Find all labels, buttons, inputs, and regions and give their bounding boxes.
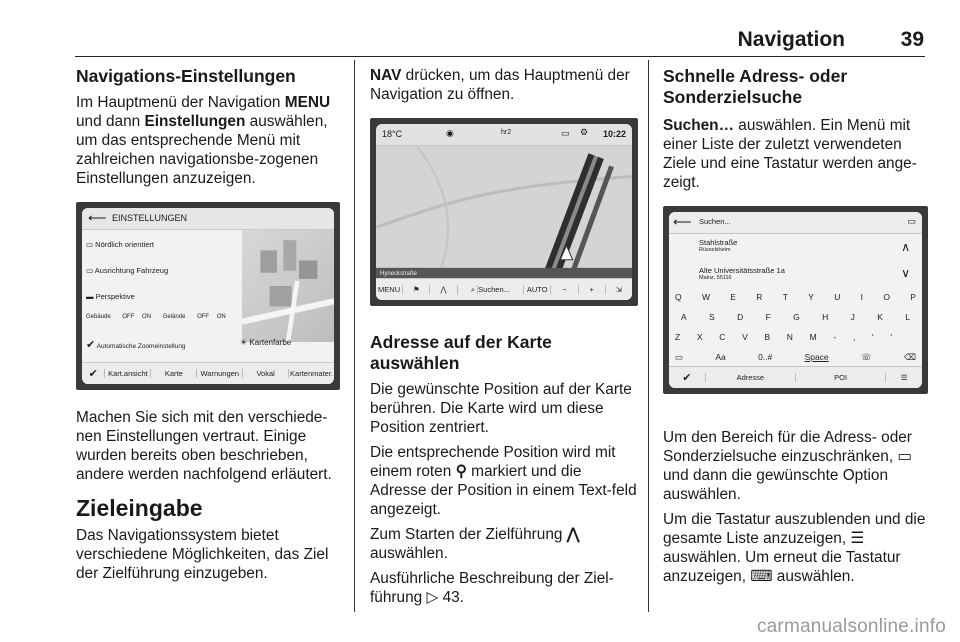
checkmark-icon[interactable]: ✔ (88, 368, 98, 380)
auto-zoom-option[interactable]: ✔ Automatische Zoomeinstellung (86, 339, 186, 351)
numbers-key[interactable]: 0..# (758, 352, 773, 362)
section-heading-zieleingabe: Zieleingabe (76, 495, 203, 521)
chevron-up-icon[interactable]: ∧ (901, 240, 910, 254)
setting-row-heading[interactable]: ▭ Ausrichtung Fahrzeug (86, 266, 169, 275)
quick-search-paragraph: Suchen… auswählen. Ein Menü mit einer Liste der zuletzt verwendeten Ziele und eine Tastatur werden ange-zeigt. (663, 117, 917, 191)
column-3 (663, 66, 928, 592)
search-tabbar (669, 366, 922, 388)
map-bottombar (376, 278, 632, 300)
search-topbar (669, 212, 922, 234)
tab-kartansicht[interactable]: Kart.ansicht (104, 369, 150, 378)
result-alte-universitaetsstrasse[interactable]: Alte Universitätsstraße 1a Mainz, 55116 (699, 266, 785, 281)
map-color-option[interactable]: ☀ Kartenfarbe (240, 338, 292, 347)
key-e[interactable]: E (730, 292, 736, 302)
section-heading-quick-search: Schnelle Adress- oder Sonderzielsuche (663, 66, 848, 107)
page-header (0, 0, 960, 52)
key-f[interactable]: F (765, 312, 771, 322)
column-1 (76, 66, 340, 589)
filter-icon[interactable]: ▭ (907, 216, 916, 226)
key-x[interactable]: X (696, 332, 703, 342)
map-area[interactable] (376, 146, 632, 278)
tab-poi[interactable]: POI (795, 373, 885, 382)
page-number: 39 (900, 28, 924, 51)
marker-paragraph: Die entsprechende Position wird mit einem roten ⚲ markiert und die Adresse der Position in einem Text-feld angezeigt. (370, 444, 637, 518)
keyboard-row-1 (675, 292, 916, 302)
detail-reference-paragraph: Ausführliche Beschreibung der Ziel-führung ▷ 43. (370, 570, 614, 606)
tab-adresse[interactable]: Adresse (705, 373, 795, 382)
key-z[interactable]: Z (675, 332, 681, 342)
key-l[interactable]: L (905, 312, 910, 322)
restrict-search-paragraph: Um den Bereich für die Adress- oder Sonderzielsuche einzuschränken, ▭ und dann die gewünschte Option auswählen. (663, 429, 912, 503)
key-g[interactable]: G (793, 312, 800, 322)
menu-button[interactable]: MENU (378, 285, 401, 294)
map-thumbnail (242, 230, 334, 342)
key-r[interactable]: R (756, 292, 763, 302)
person-icon[interactable]: ⋀ (429, 285, 456, 294)
settings-titlebar (82, 208, 334, 230)
column-divider-2 (648, 60, 649, 612)
gear-icon: ⚙ (580, 127, 589, 137)
key-k[interactable]: K (877, 312, 883, 322)
key-v[interactable]: V (742, 332, 748, 342)
keyboard-icon: ⌨ (750, 568, 773, 585)
back-arrow-icon: ⟵ (88, 210, 107, 225)
key-symbol[interactable]: - (833, 332, 837, 342)
speech-icon[interactable]: ☏ (860, 352, 872, 362)
key-n[interactable]: N (786, 332, 793, 342)
result-stahlstrasse[interactable]: Stahlstraße Rüsselsheim (699, 238, 738, 253)
search-icon: ⌕ (470, 284, 476, 294)
settings-tabbar (82, 362, 334, 384)
keyboard-row-4 (675, 352, 916, 363)
radio-icon: ◉ (446, 128, 454, 138)
checkmark-icon[interactable]: ✔ (682, 372, 692, 384)
auto-button[interactable]: AUTO (523, 285, 550, 294)
key-u[interactable]: U (834, 292, 841, 302)
filter-icon: ▭ (897, 448, 912, 465)
column-divider-1 (354, 60, 355, 612)
street-label: Hyneckstraße (380, 271, 418, 277)
header-rule (75, 56, 925, 57)
setting-row-perspective[interactable]: ▬ Perspektive (86, 292, 135, 301)
key-b[interactable]: B (764, 332, 771, 342)
search-button[interactable]: ⌕ Suchen... (457, 285, 524, 295)
chevron-down-icon[interactable]: ∨ (901, 266, 910, 280)
map-touch-paragraph: Die gewünschte Position auf der Karte berühren. Die Karte wird um diese Position zentriert. (370, 381, 632, 436)
keyboard-row-3 (675, 332, 892, 342)
key-c[interactable]: C (719, 332, 726, 342)
chapter-title: Navigation (737, 28, 845, 51)
start-guidance-paragraph: Zum Starten der Zielführung ⋀ auswählen. (370, 526, 580, 562)
key-w[interactable]: W (701, 292, 710, 302)
key-j[interactable]: J (850, 312, 855, 322)
tab-karte[interactable]: Karte (150, 369, 196, 378)
list-icon[interactable]: ☰ (885, 373, 922, 382)
nav-paragraph: NAV drücken, um das Hauptmenü der Navigation zu öffnen. (370, 67, 630, 103)
key-symbol[interactable]: ' (872, 332, 874, 342)
settings-intro-paragraph: Machen Sie sich mit den verschiede-nen Einstellungen vertraut. Einige wurden bereits oben beschrieben, andere werden nachfolgend erläutert. (76, 409, 332, 483)
tab-vokal[interactable]: Vokal (242, 369, 288, 378)
column-2 (370, 66, 638, 613)
list-icon: ☰ (850, 530, 865, 547)
keyboard-toggle-paragraph: Um die Tastatur auszublenden und die gesamte Liste anzuzeigen, ☰ auswählen. Um erneut die Tastatur anzuzeigen, ⌨ auswählen. (663, 511, 926, 585)
search-keyboard-screenshot (663, 206, 928, 394)
key-p[interactable]: P (910, 292, 916, 302)
back-arrow-icon[interactable]: ⟵ (673, 214, 692, 229)
backspace-icon[interactable]: ⌫ (903, 352, 916, 362)
keyboard-row-2 (681, 312, 910, 322)
settings-screen-title: EINSTELLUNGEN (112, 213, 188, 223)
keyboard-icon[interactable]: ▭ (675, 352, 684, 362)
settings-screenshot (76, 202, 340, 390)
checkmark-icon: ✔ (86, 339, 96, 351)
key-symbol[interactable]: , (852, 332, 856, 342)
sun-icon: ☀ (240, 338, 248, 347)
section-heading-settings: Navigations-Einstellungen (76, 66, 296, 86)
zieleingabe-paragraph: Das Navigationssystem bietet verschiedene Möglichkeiten, das Ziel der Zielführung einzugeben. (76, 527, 329, 582)
key-m[interactable]: M (809, 332, 817, 342)
pin-icon: ⚲ (455, 463, 467, 480)
minus-icon[interactable]: − (550, 285, 577, 294)
section-heading-map-address: Adresse auf der Karte auswählen (370, 332, 552, 373)
navigation-map-screenshot (370, 118, 638, 306)
case-key[interactable]: Aa (715, 352, 726, 362)
key-symbol[interactable]: ' (890, 332, 892, 342)
key-d[interactable]: D (737, 312, 744, 322)
search-field[interactable]: Suchen... (699, 217, 731, 226)
tab-warnungen[interactable]: Warnungen (196, 369, 242, 378)
key-h[interactable]: H (822, 312, 829, 322)
setting-row-north[interactable]: ▭ Nördlich orientiert (86, 240, 154, 249)
reference-arrow-icon: ▷ (426, 589, 439, 606)
flag-icon[interactable]: ⚑ (402, 285, 429, 294)
map-topbar (376, 124, 632, 146)
chevron-up-icon: ⋀ (566, 526, 580, 543)
space-key[interactable]: Space (804, 352, 829, 362)
toggle-buildings[interactable]: Gebäude OFF ON Gelände OFF ON (86, 314, 226, 320)
settings-paragraph: Im Hauptmenü der Navigation MENU und dann Einstellungen auswählen, um das entsprechende Menü mit zahlreichen navigationsbe-zogenen Einstellungen anzuzeigen. (76, 94, 331, 187)
key-y[interactable]: Y (808, 292, 814, 302)
route-icon[interactable]: ⇲ (605, 285, 632, 294)
key-o[interactable]: O (883, 292, 890, 302)
temperature: 18°C (382, 129, 403, 139)
station-label: hr2 (501, 129, 512, 136)
tab-kartenmater[interactable]: Kartenmater. (290, 369, 333, 378)
key-t[interactable]: T (782, 292, 788, 302)
clock: 10:22 (602, 129, 626, 139)
plus-icon[interactable]: + (578, 285, 605, 294)
watermark: carmanualsonline.info (756, 616, 946, 637)
phone-icon: ▭ (561, 128, 570, 138)
key-i[interactable]: I (860, 292, 864, 302)
key-a[interactable]: A (681, 312, 687, 322)
key-q[interactable]: Q (675, 292, 682, 302)
key-s[interactable]: S (709, 312, 715, 322)
